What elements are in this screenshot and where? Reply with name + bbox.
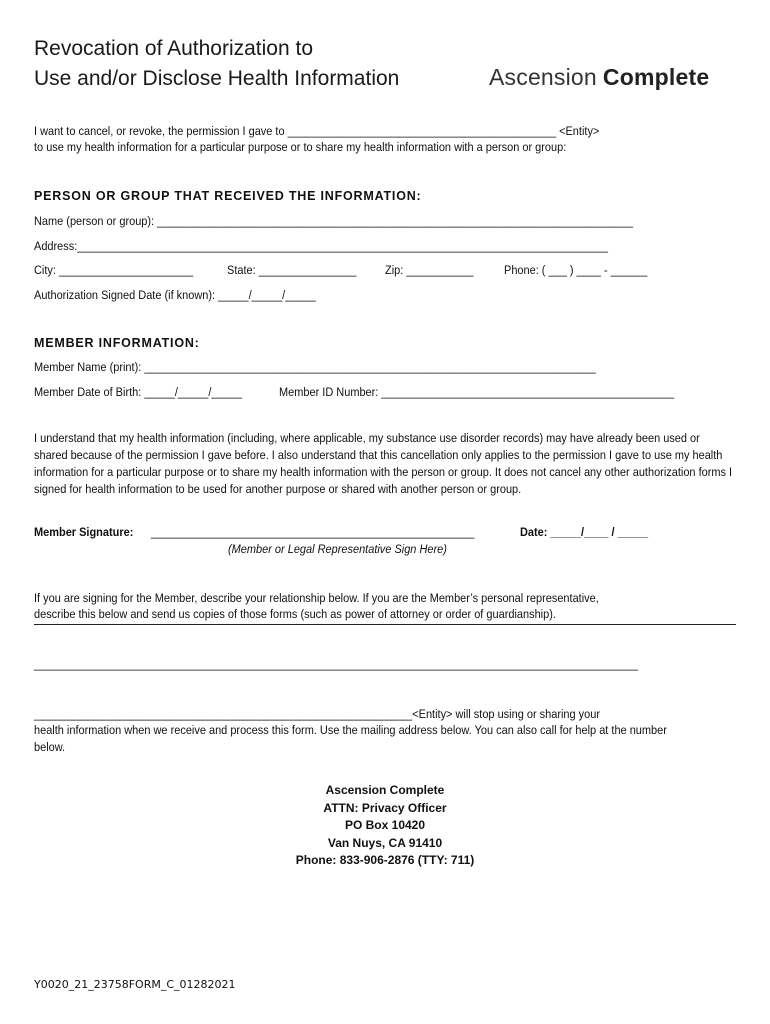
recipient-address-field[interactable]: Address:_______________________________________________________________________________________: [34, 239, 609, 253]
member-dob-field[interactable]: Member Date of Birth: _____/_____/_____: [34, 385, 242, 399]
representative-input-line-1[interactable]: [34, 624, 736, 625]
authorization-signed-date-field[interactable]: Authorization Signed Date (if known): _____/_____/_____: [34, 288, 316, 302]
form-title-line-1: Revocation of Authorization to: [34, 37, 314, 60]
representative-instructions-line-2: describe this below and send us copies of those forms (such as power of attorney or order of guardianship).: [34, 607, 556, 621]
representative-input-line-2[interactable]: ___________________________________________________________________________________________________: [34, 657, 638, 671]
logo-text-light: Ascension: [489, 64, 597, 90]
mailing-po-box: PO Box 10420: [344, 818, 426, 832]
logo-text-bold: Complete: [602, 64, 710, 90]
entity-stop-line-3: below.: [34, 740, 66, 754]
form-code: Y0020_21_23758FORM_C_01282021: [34, 978, 236, 991]
member-section-heading: MEMBER INFORMATION:: [34, 336, 200, 350]
member-signature-label: Member Signature:: [34, 525, 134, 539]
entity-stop-line-2: health information when we receive and process this form. Use the mailing address below. You can also call for help at the number: [34, 723, 667, 737]
intro-line-1: I want to cancel, or revoke, the permission I gave to ____________________________________________ <Entity>: [34, 124, 600, 138]
member-signature-field[interactable]: _____________________________________________________: [151, 525, 475, 539]
representative-instructions-line-1: If you are signing for the Member, describe your relationship below. If you are the Member’s personal representative,: [34, 591, 599, 605]
recipient-section-heading: PERSON OR GROUP THAT RECEIVED THE INFORMATION:: [34, 189, 422, 203]
member-id-field[interactable]: Member ID Number: ________________________________________________: [279, 385, 675, 399]
signature-date-field[interactable]: Date: _____/____ / _____: [520, 525, 649, 539]
ascension-complete-logo: [489, 64, 709, 91]
mailing-city: Van Nuys, CA 91410: [327, 835, 443, 850]
mailing-name: Ascension Complete: [325, 783, 445, 797]
member-name-field[interactable]: Member Name (print): __________________________________________________________________________: [34, 360, 596, 374]
recipient-state-field[interactable]: State: ________________: [227, 263, 357, 277]
entity-stop-line-1[interactable]: ______________________________________________________________<Entity> will stop using or sharing your: [34, 707, 601, 721]
recipient-zip-field[interactable]: Zip: ___________: [385, 263, 474, 277]
recipient-name-field[interactable]: Name (person or group): ______________________________________________________________________________: [34, 214, 633, 228]
recipient-city-field[interactable]: City: ______________________: [34, 263, 194, 277]
signature-note: (Member or Legal Representative Sign Here): [228, 542, 447, 556]
form-title-line-2: Use and/or Disclose Health Information: [34, 67, 400, 90]
mailing-phone: Phone: 833-906-2876 (TTY: 711): [295, 853, 475, 867]
mailing-address-block: [235, 782, 535, 870]
understanding-paragraph: I understand that my health information (including, where applicable, my substance use disorder records) may have already been used or shared because of the permission I gave before. I also understand that this cancellation only applies to the permission I gave to use my health information for a particular purpose or to share my health information with the person or group. It does not cancel any other authorization forms I signed for health information to be used for another purpose or shared with another person or group.: [34, 431, 733, 496]
recipient-phone-field[interactable]: Phone: ( ___ ) ____ - ______: [504, 263, 648, 277]
intro-line-2: to use my health information for a particular purpose or to share my health information with a person or group:: [34, 140, 567, 154]
mailing-attn: ATTN: Privacy Officer: [323, 800, 447, 815]
